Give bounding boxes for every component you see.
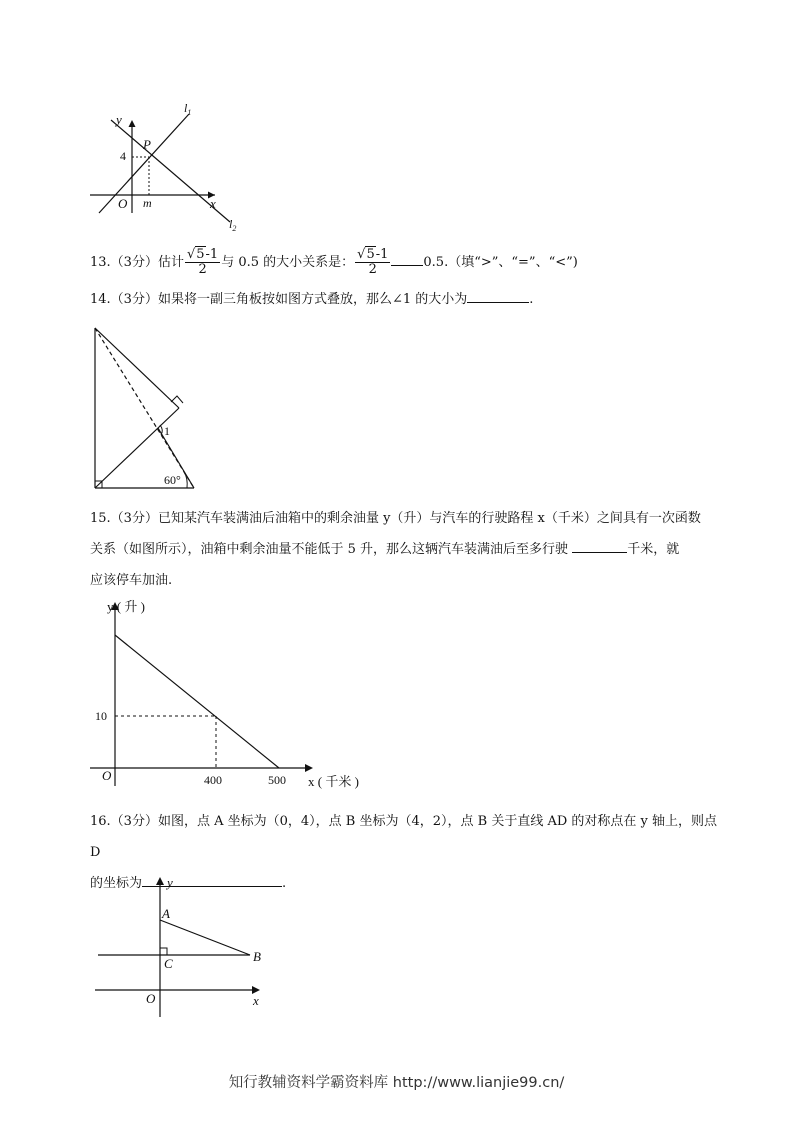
fig12-p: P (143, 137, 151, 152)
q15-line2a: 关系（如图所示），油箱中剩余油量不能低于 5 升，那么这辆汽车装满油后至多行驶 (90, 542, 569, 557)
q13-prefix: 13.（3分）估计 (90, 255, 184, 270)
fig15-xlabel: x ( 千米 ) (308, 774, 359, 789)
fig16-b: B (253, 949, 261, 964)
q16-end: . (282, 876, 287, 891)
page-footer: 知行教辅资料学霸资料库 http://www.lianjie99.cn/ (228, 1075, 565, 1091)
q15-line1: 15.（3分）已知某汽车装满油后油箱中的剩余油量 y（升）与汽车的行驶路程 x（千米）之间具有一次函数 (90, 511, 701, 526)
fig15-ten: 10 (95, 709, 107, 723)
question-14 (90, 290, 533, 309)
fig16-a: A (162, 906, 170, 921)
q14-end: . (529, 292, 534, 307)
fig12-y: y (116, 112, 122, 127)
fig12-x: x (210, 196, 216, 211)
q14-text: 14.（3分）如果将一副三角板按如图方式叠放，那么∠1 的大小为 (90, 292, 468, 307)
q14-answer-blank[interactable] (467, 290, 529, 303)
q15-answer-blank[interactable] (572, 540, 627, 553)
fig14-angle-1: 1 (164, 424, 170, 438)
q15-line3: 应该停车加油. (90, 573, 173, 588)
q16-figure (90, 872, 275, 1022)
q13-mid: 与 0.5 的大小关系是： (221, 255, 355, 270)
q13-fraction-1: $\frac{√5-1}{2}$ (186, 247, 219, 277)
fig16-origin: O (146, 991, 156, 1006)
q15-figure (85, 596, 375, 796)
q12-figure (85, 100, 245, 235)
fig15-x400: 400 (204, 773, 222, 787)
fig16-y: y (167, 875, 173, 890)
fig12-origin: O (118, 196, 128, 211)
question-15 (90, 503, 730, 596)
fig12-four: 4 (120, 149, 126, 163)
fig15-origin: O (102, 768, 112, 783)
q15-line2b: 千米，就 (627, 542, 680, 557)
q13-answer-blank[interactable] (391, 253, 423, 266)
q16-line1: 16.（3分）如图，点 A 坐标为（0，4），点 B 坐标为（4，2），点 B 关于直线 AD 的对称点在 y 轴上，则点 D (90, 814, 718, 860)
q14-figure (88, 322, 203, 492)
fig12-l1: $l_1$ (184, 101, 192, 117)
q13-after: 0.5.（填“>”、“=”、“<”) (423, 255, 578, 270)
fig14-sixty: 60° (164, 473, 181, 487)
fig12-m: m (143, 196, 152, 210)
q16-line2: 的坐标为 (90, 876, 143, 891)
question-13 (90, 244, 578, 282)
fig16-x: x (253, 993, 259, 1008)
q13-fraction-2: $\frac{√5-1}{2}$ (357, 247, 389, 277)
fig15-x500: 500 (268, 773, 286, 787)
fig12-l2: $l_2$ (229, 217, 237, 233)
fig15-ylabel: y ( 升 ) (107, 599, 145, 614)
fig16-c: C (164, 956, 173, 971)
